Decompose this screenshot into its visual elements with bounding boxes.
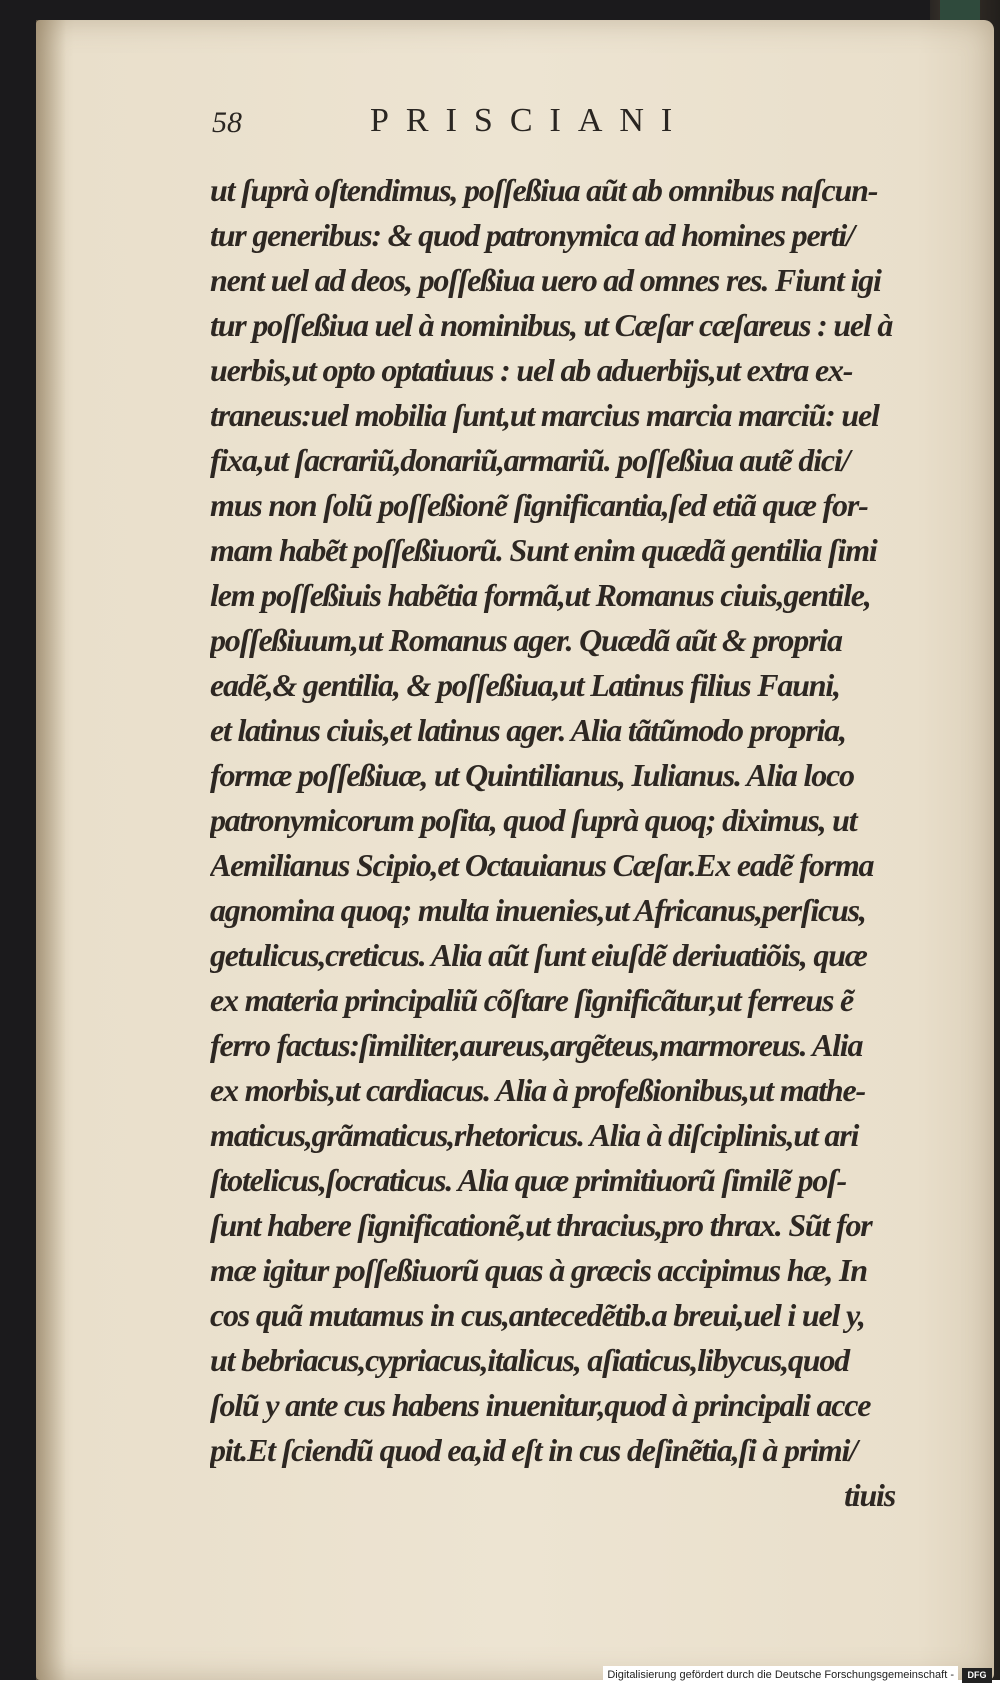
text-line: ut bebriacus,cypriacus,italicus, aſiaticus,libycus,quod: [210, 1342, 849, 1378]
text-line: ex materia principaliũ cõſtare ſignificãtur,ut ferreus ẽ: [210, 982, 854, 1018]
text-line: agnomina quoq; multa inuenies,ut Africanus,perſicus,: [210, 892, 866, 928]
text-line: pit.Et ſciendũ quod ea,id eſt in cus deſinẽtia,ſi à primi/: [210, 1432, 857, 1468]
catchword: tiuis: [844, 1477, 895, 1513]
text-line: maticus,grãmaticus,rhetoricus. Alia à diſciplinis,ut ari: [210, 1117, 859, 1153]
running-head: [210, 92, 770, 152]
text-line: uerbis,ut opto optatiuus : uel ab aduerbijs,ut extra ex-: [210, 352, 853, 388]
text-block: [210, 168, 955, 1518]
page-gutter-shadow: [36, 20, 66, 1680]
text-line: lem poſſeßiuis habẽtia formã,ut Romanus ciuis,gentile,: [210, 577, 871, 613]
text-line: ſtotelicus,ſocraticus. Alia quæ primitiuorũ ſimilẽ poſ-: [210, 1162, 846, 1198]
text-line: mæ igitur poſſeßiuorũ quas à græcis accipimus hæ, In: [210, 1252, 867, 1288]
text-line: mam habẽt poſſeßiuorũ. Sunt enim quædã gentilia ſimi: [210, 532, 877, 568]
page-number: 58: [212, 106, 242, 139]
text-line: ſolũ y ante cus habens inuenitur,quod à principali acce: [210, 1387, 871, 1423]
page-title: PRISCIANI: [370, 102, 690, 139]
text-line: poſſeßiuum,ut Romanus ager. Quædã aũt & propria: [210, 622, 842, 658]
text-line: ex morbis,ut cardiacus. Alia à profeßionibus,ut mathe-: [210, 1072, 865, 1108]
text-line: formæ poſſeßiuæ, ut Quintilianus, Iulianus. Alia loco: [210, 757, 854, 793]
text-line: ſunt habere ſignificationẽ,ut thracius,pro thrax. Sũt for: [210, 1207, 872, 1243]
text-line: mus non ſolũ poſſeßionẽ ſignificantia,ſed etiã quæ for-: [210, 487, 868, 523]
text-line: tur poſſeßiua uel à nominibus, ut Cæſar cæſareus : uel à: [210, 307, 893, 343]
footer-credit: Digitalisierung gefördert durch die Deutsche Forschungsgemeinschaft -: [603, 1666, 958, 1684]
text-line: ferro factus:ſimiliter,aureus,argẽteus,marmoreus. Alia: [210, 1027, 863, 1063]
text-line: ut ſuprà oſtendimus, poſſeßiua aũt ab omnibus naſcun-: [210, 172, 878, 208]
text-line: tur generibus: & quod patronymica ad homines perti/: [210, 217, 854, 253]
dfg-logo-icon: DFG: [962, 1668, 992, 1683]
text-line: eadẽ,& gentilia, & poſſeßiua,ut Latinus filius Fauni,: [210, 667, 840, 703]
text-line: getulicus,creticus. Alia aũt ſunt eiuſdẽ deriuatiõis, quæ: [210, 937, 867, 973]
text-line: Aemilianus Scipio,et Octauianus Cæſar.Ex eadẽ forma: [210, 847, 874, 883]
text-line: cos quã mutamus in cus,antecedẽtib.a breui,uel i uel y,: [210, 1297, 865, 1333]
text-line: nent uel ad deos, poſſeßiua uero ad omnes res. Fiunt igi: [210, 262, 881, 298]
text-line: traneus:uel mobilia ſunt,ut marcius marcia marciũ: uel: [210, 397, 879, 433]
text-line: patronymicorum poſita, quod ſuprà quoq; diximus, ut: [210, 802, 857, 838]
text-line: fixa,ut ſacrariũ,donariũ,armariũ. poſſeßiua autẽ dici/: [210, 442, 850, 478]
text-line: et latinus ciuis,et latinus ager. Alia tãtũmodo propria,: [210, 712, 846, 748]
